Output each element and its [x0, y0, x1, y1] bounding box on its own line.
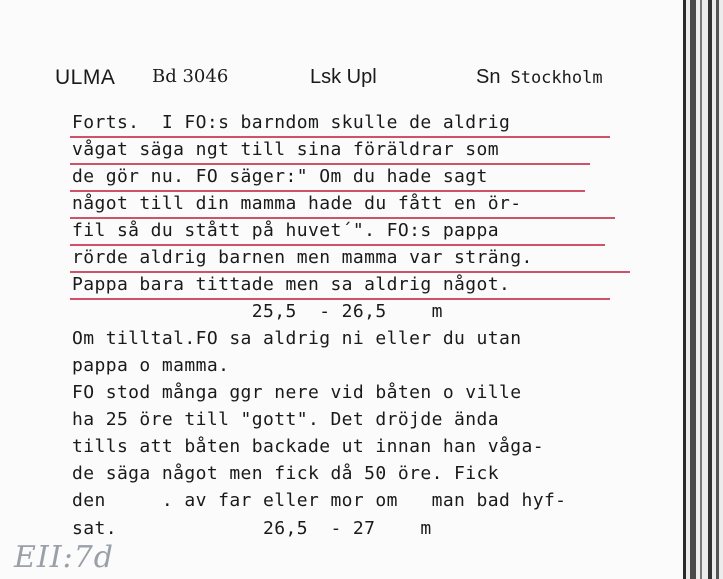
- card-edge: [708, 0, 712, 579]
- text-line: de gör nu. FO säger:" Om du hade sagt: [72, 166, 488, 187]
- text-line: de säga något men fick då 50 öre. Fick: [72, 463, 500, 484]
- handwritten-margin-note: EII:7d: [14, 540, 114, 575]
- place-name: Stockholm: [510, 68, 603, 88]
- text-line: vågat säga ngt till sina föräldrar som: [72, 139, 500, 160]
- archive-label: ULMA: [55, 66, 116, 89]
- text-line: tills att båten backade ut innan han våga-: [72, 436, 544, 457]
- red-underline: [70, 244, 605, 246]
- card-edge: [690, 0, 696, 579]
- card-edge: [700, 0, 702, 579]
- red-underline: [70, 298, 610, 300]
- text-line: fil så du stått på huvet´". FO:s pappa: [72, 220, 500, 241]
- text-line: Om tilltal.FO sa aldrig ni eller du utan: [72, 328, 522, 349]
- red-underline: [70, 190, 585, 192]
- volume-label: Bd 3046: [152, 66, 229, 87]
- red-underline: [70, 136, 610, 138]
- text-line: Pappa bara tittade men sa aldrig något.: [72, 274, 511, 295]
- measure-line: sat. 26,5 - 27 m: [72, 518, 432, 539]
- card-edge: [716, 0, 719, 579]
- red-underline: [70, 217, 615, 219]
- parish-label: Lsk Upl: [310, 66, 377, 88]
- red-underline: [70, 163, 590, 165]
- text-line: Forts. I FO:s barndom skulle de aldrig: [72, 112, 511, 133]
- measure-line: 25,5 - 26,5 m: [72, 301, 443, 322]
- text-line: FO stod många ggr nere vid båten o ville: [72, 382, 522, 403]
- text-line: ha 25 öre till "gott". Det dröjde ända: [72, 409, 500, 430]
- red-underline: [70, 271, 630, 273]
- sn-label: Sn: [476, 66, 501, 88]
- text-line: rörde aldrig barnen men mamma var sträng.: [72, 247, 533, 268]
- card-edge: [683, 0, 686, 579]
- place-label: [476, 66, 603, 89]
- text-line: något till din mamma hade du fått en ör-: [72, 193, 522, 214]
- text-line: pappa o mamma.: [72, 355, 230, 376]
- text-line: den . av far eller mor om man bad hyf-: [72, 490, 567, 511]
